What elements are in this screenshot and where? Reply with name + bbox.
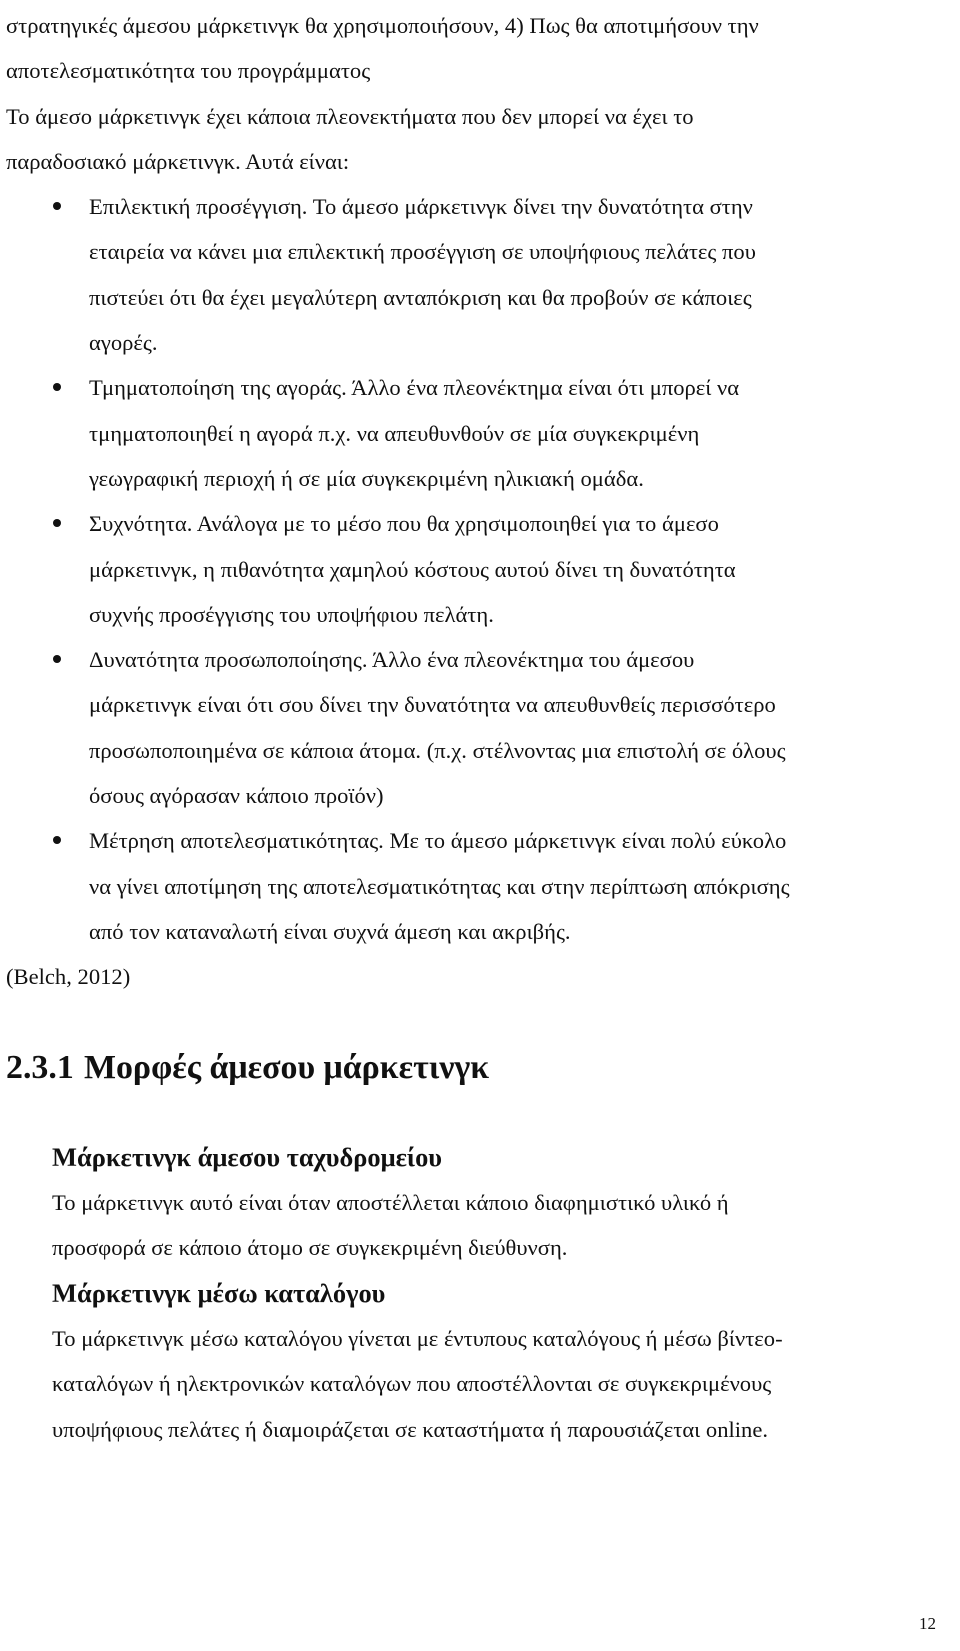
list-item-line: Συχνότητα. Ανάλογα με το μέσο που θα χρησιμοποιηθεί για το άμεσο [89,511,719,537]
section-heading [6,1045,958,1090]
page-number: 12 [919,1614,936,1633]
list-item-line: όσους αγόρασαν κάποιο προϊόν) [89,783,384,809]
list-item-line: προσωποποιημένα σε κάποια άτομα. (π.χ. στέλνοντας μια επιστολή σε όλους [89,737,786,763]
advantages-list [89,184,957,954]
list-item-effectiveness-measurement [89,818,957,954]
list-item-line: Μέτρηση αποτελεσματικότητας. Με το άμεσο μάρκετινγκ είναι πολύ εύκολο [89,828,787,854]
intro-line: παραδοσιακό μάρκετινγκ. Αυτά είναι: [6,148,350,174]
section-number: 2.3.1 [6,1048,74,1086]
list-item-personalization [89,637,957,818]
subsection-heading-direct-mail: Μάρκετινγκ άμεσου ταχυδρομείου [52,1141,443,1172]
list-item-line: τμηματοποιηθεί η αγορά π.χ. να απευθυνθούν σε μία συγκεκριμένη [89,420,700,446]
subsection-body-catalog [52,1316,958,1452]
list-item-line: να γίνει αποτίμηση της αποτελεσματικότητας και στην περίπτωση απόκρισης [89,873,790,899]
citation: (Belch, 2012) [6,964,131,990]
list-item-line: μάρκετινγκ είναι ότι σου δίνει την δυνατότητα να απευθυνθείς περισσότερο [89,692,776,718]
list-item-selective-approach [89,184,957,365]
list-item-line: Επιλεκτική προσέγγιση. Το άμεσο μάρκετινγκ δίνει την δυνατότητα στην [89,194,753,220]
body-line: Το μάρκετινγκ αυτό είναι όταν αποστέλλεται κάποιο διαφημιστικό υλικό ή [52,1190,729,1216]
list-item-frequency [89,501,957,637]
list-item-line: Δυνατότητα προσωποποίησης. Άλλο ένα πλεονέκτημα του άμεσου [89,647,695,673]
list-item-line: συχνής προσέγγισης του υποψήφιου πελάτη. [89,601,494,627]
intro-line: στρατηγικές άμεσου μάρκετινγκ θα χρησιμοποιήσουν, 4) Πως θα αποτιμήσουν την [6,13,759,38]
document-page [6,3,958,1452]
list-item-line: αγορές. [89,330,158,356]
bullet-icon [53,655,61,663]
intro-line: αποτελεσματικότητα του προγράμματος [6,58,371,84]
bullet-icon [53,383,61,391]
section-title: Μορφές άμεσου μάρκετινγκ [84,1048,490,1086]
body-line: Το μάρκετινγκ μέσω καταλόγου γίνεται με έντυπους καταλόγους ή μέσω βίντεο- [52,1326,783,1352]
subsection-heading-catalog: Μάρκετινγκ μέσω καταλόγου [52,1277,386,1308]
list-item-line: από τον καταναλωτή είναι συχνά άμεση και ακριβής. [89,918,571,944]
bullet-icon [53,836,61,844]
list-item-market-segmentation [89,365,957,501]
intro-paragraph [6,3,956,184]
body-line: προσφορά σε κάποιο άτομο σε συγκεκριμένη διεύθυνση. [52,1235,568,1261]
bullet-icon [53,202,61,210]
list-item-line: γεωγραφική περιοχή ή σε μία συγκεκριμένη ηλικιακή ομάδα. [89,465,644,491]
subsection-body-direct-mail [52,1180,958,1271]
intro-line: Το άμεσο μάρκετινγκ έχει κάποια πλεονεκτήματα που δεν μπορεί να έχει το [6,103,694,129]
body-line: καταλόγων ή ηλεκτρονικών καταλόγων που αποστέλλονται σε συγκεκριμένους [52,1371,772,1397]
list-item-line: εταιρεία να κάνει μια επιλεκτική προσέγγιση σε υποψήφιους πελάτες που [89,239,756,265]
list-item-line: μάρκετινγκ, η πιθανότητα χαμηλού κόστους αυτού δίνει τη δυνατότητα [89,556,736,582]
bullet-icon [53,519,61,527]
list-item-line: Τμηματοποίηση της αγοράς. Άλλο ένα πλεονέκτημα είναι ότι μπορεί να [89,375,740,401]
list-item-line: πιστεύει ότι θα έχει μεγαλύτερη ανταπόκριση και θα προβούν σε κάποιες [89,284,752,310]
body-line: υποψήφιους πελάτες ή διαμοιράζεται σε καταστήματα ή παρουσιάζεται online. [52,1416,769,1442]
